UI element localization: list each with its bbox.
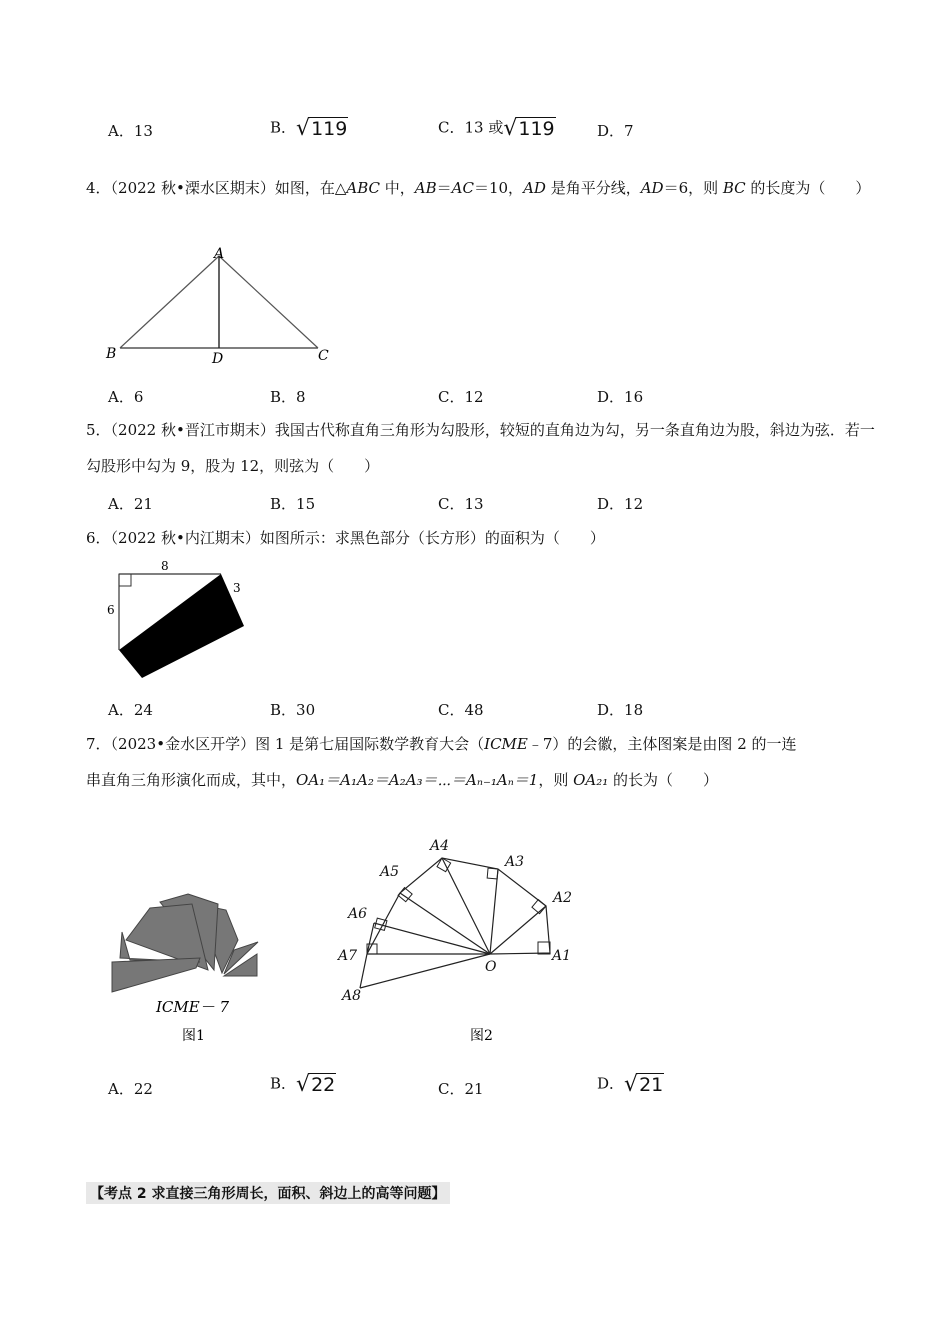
side-ab bbox=[120, 256, 219, 348]
q3-option-b: B．√119 bbox=[270, 116, 348, 141]
icme-label: ICME－ 7 bbox=[156, 998, 230, 1016]
q7-option-b: B．√22 bbox=[270, 1072, 336, 1097]
q6-option-b: B．30 bbox=[270, 701, 316, 719]
sqrt-symbol: √119 bbox=[503, 116, 555, 141]
segment-oa4 bbox=[442, 858, 490, 954]
logo-triangles bbox=[112, 894, 258, 992]
q4-option-b: B．8 bbox=[270, 388, 306, 406]
question-5-text: 5．（2022 秋•晋江市期末）我国古代称直角三角形为勾股形，较短的直角边为勾，另一条直角边为股，斜边为弦．若一勾股形中勾为 9，股为 12，则弦为（ ） bbox=[86, 421, 875, 475]
q6-option-c: C．48 bbox=[438, 701, 484, 719]
label-6: 6 bbox=[107, 603, 115, 617]
q4-option-a: A．6 bbox=[108, 388, 144, 406]
q7-option-c: C．21 bbox=[438, 1080, 484, 1098]
right-angle-mark bbox=[119, 574, 131, 586]
label-a5: A5 bbox=[380, 864, 400, 880]
label-o: O bbox=[485, 959, 497, 975]
side-ac bbox=[219, 256, 318, 348]
sqrt-symbol: √119 bbox=[296, 116, 348, 141]
label-a1: A1 bbox=[552, 948, 572, 964]
label-8: 8 bbox=[161, 559, 169, 573]
q3-option-a: A．13 bbox=[108, 122, 153, 140]
label-b: B bbox=[106, 346, 117, 362]
black-rectangle bbox=[119, 574, 244, 678]
section-heading: 【考点 2 求直接三角形周长，面积、斜边上的高等问题】 bbox=[86, 1182, 450, 1204]
right-angle-mark bbox=[538, 942, 550, 954]
segment-oa3 bbox=[490, 869, 498, 954]
label-d: D bbox=[212, 351, 224, 367]
question-7-text: 7．（2023•金水区开学）图 1 是第七届国际数学教育大会（ICME﹣7）的会徽，主体图案是由图 2 的一连 串直角三角形演化而成，其中，OA₁＝A₁A₂＝A₂A₃＝⋯＝Aₙ₋₁Aₙ＝1，则 OA₂₁ 的长为（ ） bbox=[86, 735, 797, 789]
spiral-figure bbox=[330, 828, 590, 1050]
label-a3: A3 bbox=[505, 854, 525, 870]
rectangle-area-figure bbox=[100, 558, 260, 684]
q5-option-a: A．21 bbox=[108, 495, 153, 513]
segment-oa5 bbox=[400, 893, 490, 954]
question-6-text: 6．（2022 秋•内江期末）如图所示：求黑色部分（长方形）的面积为（ ） bbox=[86, 529, 605, 547]
q5-option-d: D．12 bbox=[597, 495, 644, 513]
label-a2: A2 bbox=[553, 890, 573, 906]
sqrt-symbol: √21 bbox=[624, 1072, 664, 1097]
icme-logo-figure bbox=[100, 880, 270, 1050]
label-a7: A7 bbox=[338, 948, 358, 964]
label-a8: A8 bbox=[342, 988, 362, 1004]
figure-1-caption: 图1 bbox=[182, 1028, 205, 1044]
label-3: 3 bbox=[233, 581, 241, 595]
label-c: C bbox=[318, 348, 329, 364]
segment-oa6 bbox=[374, 923, 490, 954]
q7-option-a: A．22 bbox=[108, 1080, 153, 1098]
q6-option-a: A．24 bbox=[108, 701, 153, 719]
q6-option-d: D．18 bbox=[597, 701, 644, 719]
label-a4: A4 bbox=[430, 838, 450, 854]
q4-option-d: D．16 bbox=[597, 388, 644, 406]
q3-option-c: C．13 或√119 bbox=[438, 116, 555, 141]
q3-option-d: D．7 bbox=[597, 122, 634, 140]
q7-option-d: D．√21 bbox=[597, 1072, 664, 1097]
label-a: A bbox=[214, 246, 225, 262]
triangle-abc-figure bbox=[100, 242, 340, 372]
segment-oa8 bbox=[360, 954, 490, 988]
right-angle-mark bbox=[487, 868, 498, 879]
sqrt-symbol: √22 bbox=[296, 1072, 336, 1097]
label-a6: A6 bbox=[348, 906, 368, 922]
q5-option-b: B．15 bbox=[270, 495, 316, 513]
q5-option-c: C．13 bbox=[438, 495, 484, 513]
figure-2-caption: 图2 bbox=[470, 1028, 493, 1044]
q4-option-c: C．12 bbox=[438, 388, 484, 406]
question-4-text: 4．（2022 秋•溧水区期末）如图，在△ABC 中，AB＝AC＝10，AD 是角平分线，AD＝6，则 BC 的长度为（ ） bbox=[86, 179, 871, 197]
